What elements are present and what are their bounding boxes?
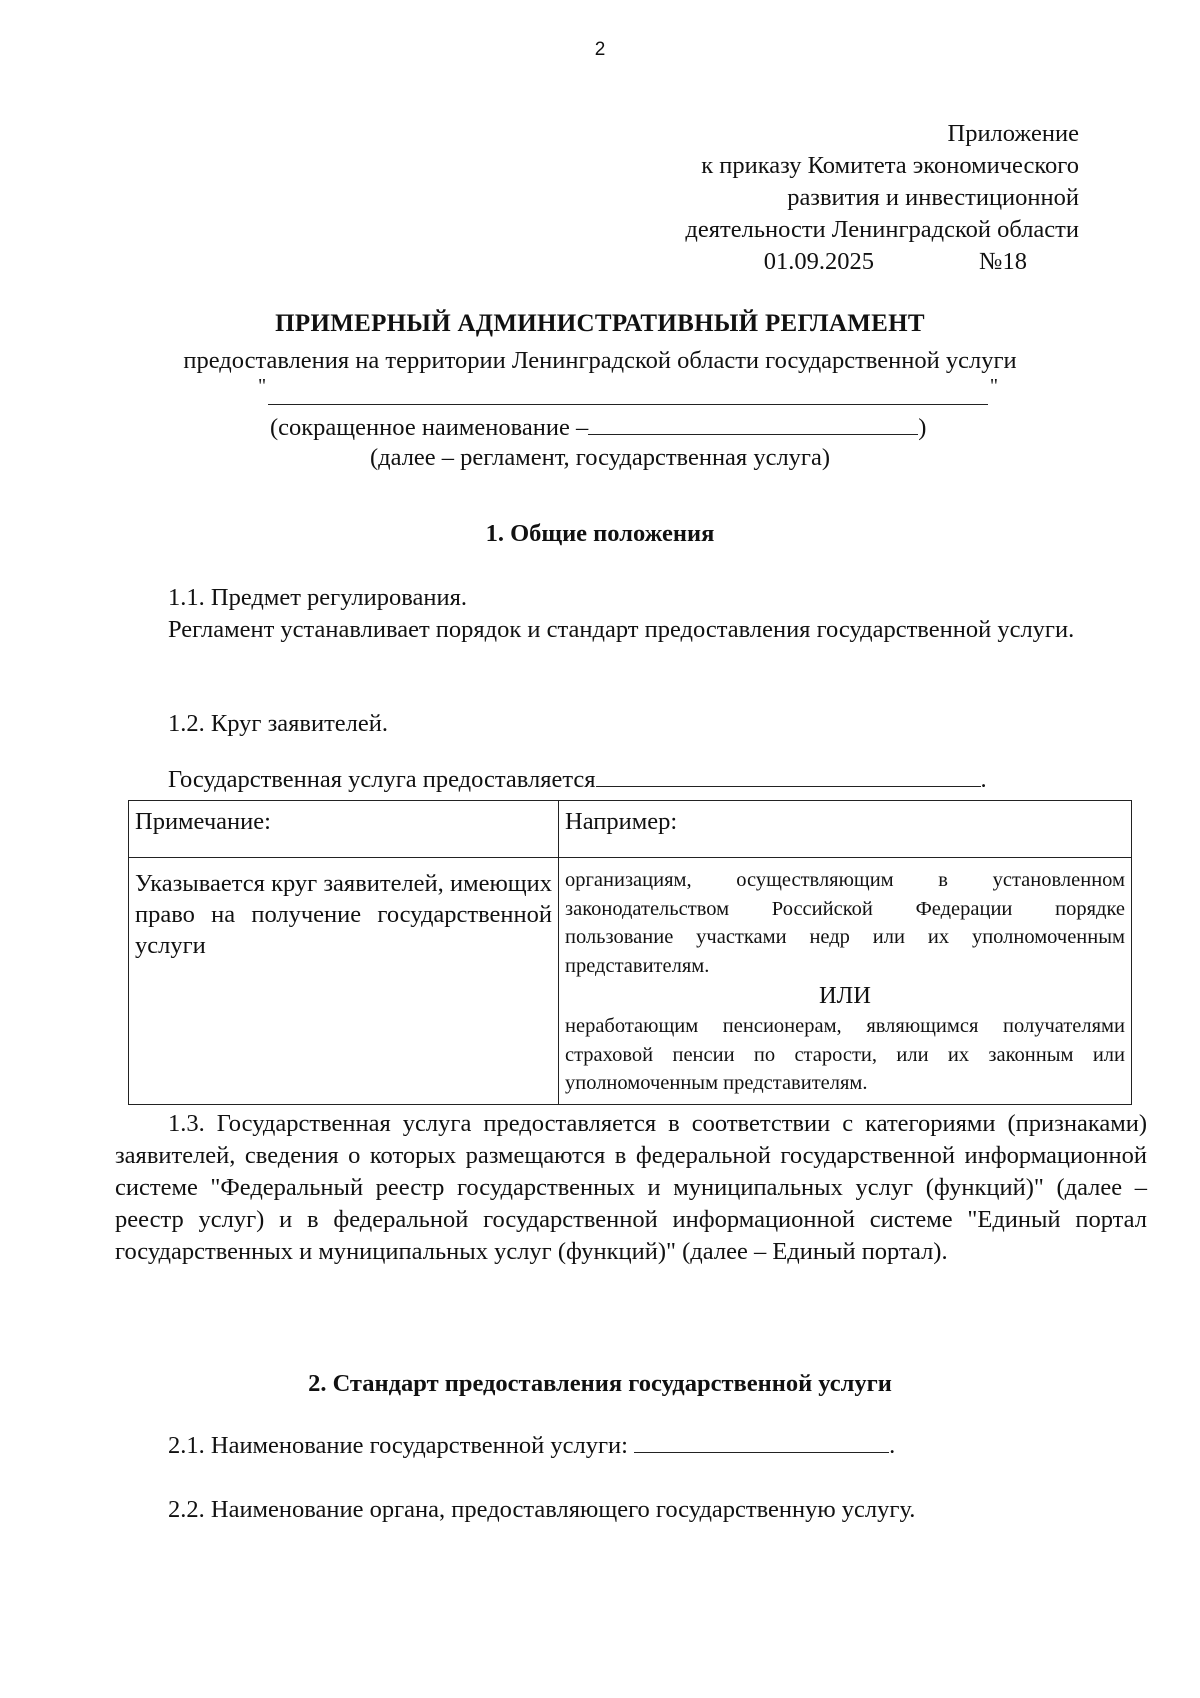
- note-left-cell: Указывается круг заявителей, имеющих право на получение государственной услуги: [129, 858, 559, 1105]
- appendix-line-1: Приложение: [947, 120, 1079, 147]
- paragraph-1-2-text: [168, 764, 1088, 796]
- appendix-block: [479, 118, 1079, 278]
- paragraph-1-3: 1.3. Государственная услуга предоставляется в соответствии с категориями (признаками) заявителей, сведения о которых размещаются в федеральной государственной информационной системе "Федеральный реестр государственных и муниципальных услуг (функций)" (далее – реестр услуг) и в федеральной государственной информационной системе "Единый портал государственных и муниципальных услуг (функций)" (далее – Единый портал).: [115, 1110, 1147, 1265]
- paragraph-2-1-end: .: [889, 1432, 896, 1459]
- document-title: ПРИМЕРНЫЙ АДМИНИСТРАТИВНЫЙ РЕГЛАМЕНТ: [275, 310, 925, 337]
- short-name-blank: [588, 412, 918, 435]
- quote-open: ": [258, 375, 267, 397]
- paragraph-2-1: [168, 1430, 1068, 1462]
- order-date-number: [479, 246, 1079, 278]
- section-1-heading: 1. Общие положения: [485, 520, 715, 547]
- note-right-cell: [559, 858, 1132, 1105]
- appendix-line-3: развития и инвестиционной: [787, 184, 1079, 211]
- further-referred: (далее – регламент, государственная услуга): [369, 444, 831, 471]
- paragraph-1-2-lead: Государственная услуга предоставляется: [168, 766, 596, 793]
- note-table: [128, 800, 1132, 1105]
- page-number: 2: [594, 39, 606, 60]
- example-2: неработающим пенсионерам, являющимся получателями страховой пенсии по старости, или их законным или уполномоченным представителям.: [565, 1015, 1125, 1094]
- paragraph-2-2: 2.2. Наименование органа, предоставляющего государственную услугу.: [168, 1496, 916, 1523]
- note-table-row: [129, 858, 1132, 1105]
- appendix-line-4: деятельности Ленинградской области: [685, 216, 1079, 243]
- short-name-prefix: (сокращенное наименование –: [270, 414, 589, 441]
- document-subtitle: предоставления на территории Ленинградской области государственной услуги: [183, 347, 1017, 374]
- applicants-blank: [596, 764, 981, 787]
- paragraph-1-2-title: 1.2. Круг заявителей.: [168, 710, 388, 737]
- paragraph-2-1-text: 2.1. Наименование государственной услуги:: [168, 1432, 628, 1459]
- short-name-suffix: ): [918, 414, 927, 441]
- note-header-right: Например:: [559, 801, 1132, 858]
- quote-close: ": [989, 375, 998, 397]
- note-header-left: Примечание:: [129, 801, 559, 858]
- paragraph-1-1-title: 1.1. Предмет регулирования.: [168, 584, 467, 611]
- blank-rule: [268, 404, 988, 405]
- example-or: ИЛИ: [818, 982, 871, 1009]
- note-table-header: [129, 801, 1132, 858]
- order-date: 01.09.2025: [763, 248, 874, 275]
- appendix-line-2: к приказу Комитета экономического: [701, 152, 1079, 179]
- section-2-heading: 2. Стандарт предоставления государственной услуги: [308, 1370, 892, 1397]
- paragraph-1-2-end: .: [980, 766, 987, 793]
- order-number: №18: [979, 248, 1027, 275]
- service-name-field-blank: [634, 1430, 889, 1453]
- short-name-line: [270, 412, 990, 444]
- paragraph-1-1-text: Регламент устанавливает порядок и стандарт предоставления государственной услуги.: [168, 616, 1075, 643]
- example-1: организациям, осуществляющим в установленном законодательством Российской Федерации порядке пользование участками недр или их уполномоченным представителям.: [565, 869, 1125, 977]
- service-name-blank: [258, 372, 998, 410]
